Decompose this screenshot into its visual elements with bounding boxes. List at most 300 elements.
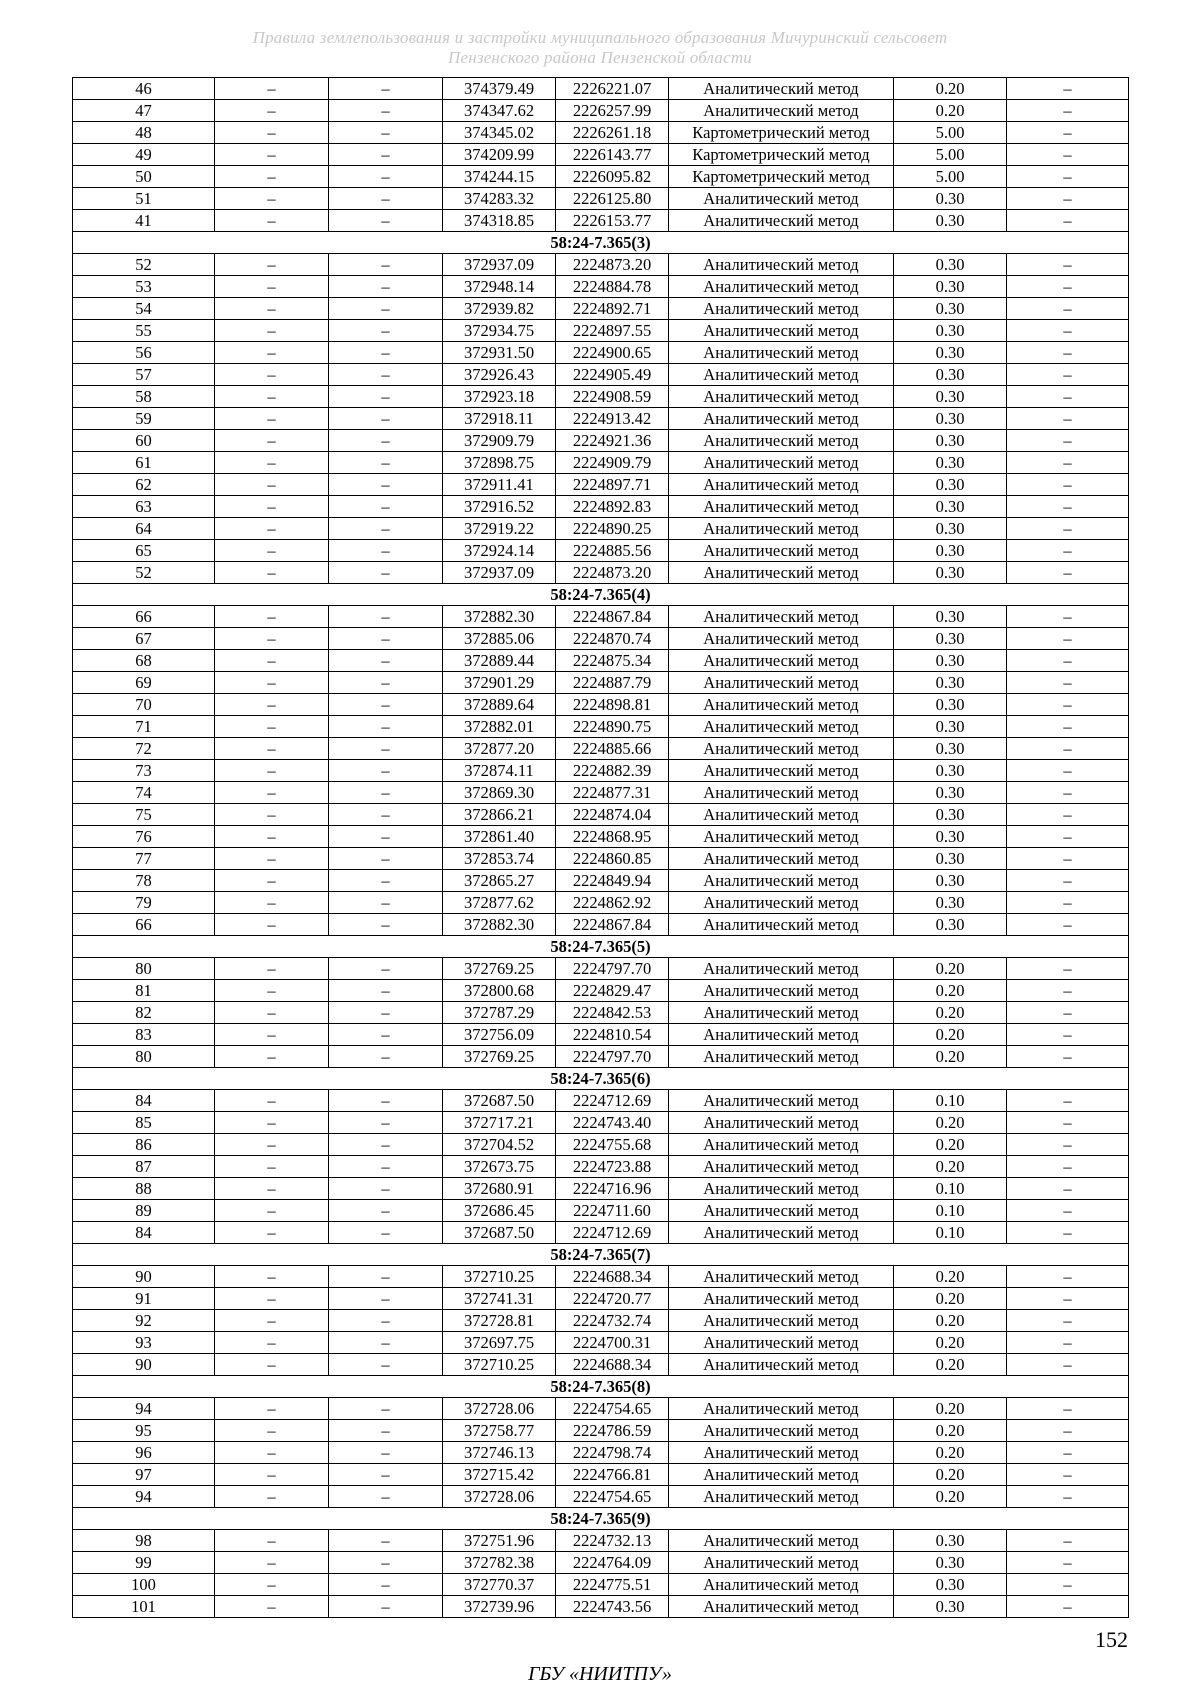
x-coordinate-cell: 372739.96 — [443, 1596, 556, 1618]
y-coordinate-cell: 2224887.79 — [556, 672, 669, 694]
empty-x-cell: – — [215, 320, 329, 342]
point-number-cell: 52 — [73, 254, 215, 276]
point-number-cell: 47 — [73, 100, 215, 122]
description-cell: – — [1007, 1024, 1129, 1046]
y-coordinate-cell: 2224798.74 — [556, 1442, 669, 1464]
y-coordinate-cell: 2224867.84 — [556, 914, 669, 936]
empty-y-cell: – — [329, 1332, 443, 1354]
empty-x-cell: – — [215, 914, 329, 936]
table-row — [73, 694, 1129, 716]
empty-x-cell: – — [215, 1134, 329, 1156]
table-row — [73, 1046, 1129, 1068]
description-cell: – — [1007, 320, 1129, 342]
accuracy-cell: 0.20 — [894, 1442, 1007, 1464]
empty-y-cell: – — [329, 1024, 443, 1046]
empty-y-cell: – — [329, 496, 443, 518]
description-cell: – — [1007, 122, 1129, 144]
table-row — [73, 474, 1129, 496]
y-coordinate-cell: 2224870.74 — [556, 628, 669, 650]
x-coordinate-cell: 372710.25 — [443, 1354, 556, 1376]
page-number: 152 — [1095, 1627, 1128, 1652]
method-cell: Аналитический метод — [669, 518, 894, 540]
accuracy-cell: 0.20 — [894, 1266, 1007, 1288]
empty-y-cell: – — [329, 672, 443, 694]
empty-x-cell: – — [215, 1266, 329, 1288]
empty-x-cell: – — [215, 518, 329, 540]
section-title: 58:24-7.365(6) — [73, 1068, 1129, 1090]
description-cell: – — [1007, 430, 1129, 452]
description-cell: – — [1007, 1200, 1129, 1222]
empty-x-cell: – — [215, 1046, 329, 1068]
method-cell: Аналитический метод — [669, 1398, 894, 1420]
empty-y-cell: – — [329, 1046, 443, 1068]
empty-y-cell: – — [329, 958, 443, 980]
method-cell: Аналитический метод — [669, 1200, 894, 1222]
x-coordinate-cell: 372948.14 — [443, 276, 556, 298]
method-cell: Аналитический метод — [669, 738, 894, 760]
description-cell: – — [1007, 1354, 1129, 1376]
point-number-cell: 100 — [73, 1574, 215, 1596]
empty-y-cell: – — [329, 760, 443, 782]
point-number-cell: 88 — [73, 1178, 215, 1200]
method-cell: Аналитический метод — [669, 1596, 894, 1618]
point-number-cell: 84 — [73, 1090, 215, 1112]
method-cell: Аналитический метод — [669, 1420, 894, 1442]
table-row — [73, 760, 1129, 782]
table-row — [73, 320, 1129, 342]
description-cell: – — [1007, 386, 1129, 408]
coordinates-table — [72, 77, 1129, 1618]
x-coordinate-cell: 372869.30 — [443, 782, 556, 804]
empty-y-cell: – — [329, 628, 443, 650]
description-cell: – — [1007, 166, 1129, 188]
point-number-cell: 70 — [73, 694, 215, 716]
empty-x-cell: – — [215, 650, 329, 672]
empty-y-cell: – — [329, 1574, 443, 1596]
empty-y-cell: – — [329, 474, 443, 496]
y-coordinate-cell: 2224900.65 — [556, 342, 669, 364]
empty-x-cell: – — [215, 892, 329, 914]
empty-y-cell: – — [329, 540, 443, 562]
empty-x-cell: – — [215, 78, 329, 100]
method-cell: Аналитический метод — [669, 474, 894, 496]
point-number-cell: 83 — [73, 1024, 215, 1046]
y-coordinate-cell: 2224873.20 — [556, 254, 669, 276]
y-coordinate-cell: 2224743.40 — [556, 1112, 669, 1134]
method-cell: Аналитический метод — [669, 100, 894, 122]
empty-y-cell: – — [329, 364, 443, 386]
y-coordinate-cell: 2224897.71 — [556, 474, 669, 496]
y-coordinate-cell: 2224764.09 — [556, 1552, 669, 1574]
table-row — [73, 672, 1129, 694]
section-row — [73, 232, 1129, 254]
method-cell: Аналитический метод — [669, 210, 894, 232]
accuracy-cell: 0.30 — [894, 848, 1007, 870]
description-cell: – — [1007, 958, 1129, 980]
table-row — [73, 188, 1129, 210]
point-number-cell: 68 — [73, 650, 215, 672]
method-cell: Аналитический метод — [669, 606, 894, 628]
method-cell: Аналитический метод — [669, 716, 894, 738]
table-row — [73, 1464, 1129, 1486]
section-title: 58:24-7.365(7) — [73, 1244, 1129, 1266]
y-coordinate-cell: 2224913.42 — [556, 408, 669, 430]
method-cell: Аналитический метод — [669, 914, 894, 936]
empty-y-cell: – — [329, 870, 443, 892]
table-row — [73, 122, 1129, 144]
point-number-cell: 67 — [73, 628, 215, 650]
accuracy-cell: 0.30 — [894, 650, 1007, 672]
x-coordinate-cell: 372687.50 — [443, 1222, 556, 1244]
point-number-cell: 64 — [73, 518, 215, 540]
method-cell: Аналитический метод — [669, 1024, 894, 1046]
point-number-cell: 90 — [73, 1354, 215, 1376]
section-title: 58:24-7.365(9) — [73, 1508, 1129, 1530]
x-coordinate-cell: 372800.68 — [443, 980, 556, 1002]
y-coordinate-cell: 2224875.34 — [556, 650, 669, 672]
empty-x-cell: – — [215, 562, 329, 584]
empty-x-cell: – — [215, 496, 329, 518]
point-number-cell: 76 — [73, 826, 215, 848]
description-cell: – — [1007, 892, 1129, 914]
empty-x-cell: – — [215, 1574, 329, 1596]
empty-y-cell: – — [329, 892, 443, 914]
empty-y-cell: – — [329, 254, 443, 276]
empty-y-cell: – — [329, 1266, 443, 1288]
x-coordinate-cell: 372889.44 — [443, 650, 556, 672]
empty-y-cell: – — [329, 298, 443, 320]
empty-y-cell: – — [329, 100, 443, 122]
method-cell: Аналитический метод — [669, 342, 894, 364]
y-coordinate-cell: 2224786.59 — [556, 1420, 669, 1442]
empty-x-cell: – — [215, 782, 329, 804]
x-coordinate-cell: 372924.14 — [443, 540, 556, 562]
y-coordinate-cell: 2224716.96 — [556, 1178, 669, 1200]
y-coordinate-cell: 2224909.79 — [556, 452, 669, 474]
table-row — [73, 386, 1129, 408]
x-coordinate-cell: 372704.52 — [443, 1134, 556, 1156]
table-row — [73, 804, 1129, 826]
empty-x-cell: – — [215, 100, 329, 122]
description-cell: – — [1007, 716, 1129, 738]
x-coordinate-cell: 372853.74 — [443, 848, 556, 870]
point-number-cell: 48 — [73, 122, 215, 144]
point-number-cell: 84 — [73, 1222, 215, 1244]
y-coordinate-cell: 2224890.25 — [556, 518, 669, 540]
x-coordinate-cell: 372728.06 — [443, 1486, 556, 1508]
empty-x-cell: – — [215, 1464, 329, 1486]
method-cell: Аналитический метод — [669, 408, 894, 430]
empty-y-cell: – — [329, 1002, 443, 1024]
accuracy-cell: 0.20 — [894, 1288, 1007, 1310]
description-cell: – — [1007, 1398, 1129, 1420]
point-number-cell: 82 — [73, 1002, 215, 1024]
x-coordinate-cell: 372937.09 — [443, 254, 556, 276]
empty-y-cell: – — [329, 320, 443, 342]
section-title: 58:24-7.365(8) — [73, 1376, 1129, 1398]
point-number-cell: 94 — [73, 1486, 215, 1508]
x-coordinate-cell: 372866.21 — [443, 804, 556, 826]
method-cell: Аналитический метод — [669, 320, 894, 342]
method-cell: Аналитический метод — [669, 1552, 894, 1574]
method-cell: Картометрический метод — [669, 144, 894, 166]
x-coordinate-cell: 374347.62 — [443, 100, 556, 122]
point-number-cell: 62 — [73, 474, 215, 496]
method-cell: Аналитический метод — [669, 870, 894, 892]
table-row — [73, 408, 1129, 430]
accuracy-cell: 0.20 — [894, 1002, 1007, 1024]
description-cell: – — [1007, 1464, 1129, 1486]
table-row — [73, 100, 1129, 122]
point-number-cell: 73 — [73, 760, 215, 782]
description-cell: – — [1007, 342, 1129, 364]
x-coordinate-cell: 372865.27 — [443, 870, 556, 892]
table-row — [73, 1266, 1129, 1288]
empty-y-cell: – — [329, 78, 443, 100]
y-coordinate-cell: 2224921.36 — [556, 430, 669, 452]
method-cell: Картометрический метод — [669, 166, 894, 188]
empty-y-cell: – — [329, 518, 443, 540]
y-coordinate-cell: 2224743.56 — [556, 1596, 669, 1618]
x-coordinate-cell: 374318.85 — [443, 210, 556, 232]
x-coordinate-cell: 372882.01 — [443, 716, 556, 738]
y-coordinate-cell: 2224775.51 — [556, 1574, 669, 1596]
method-cell: Аналитический метод — [669, 1442, 894, 1464]
method-cell: Аналитический метод — [669, 1222, 894, 1244]
empty-y-cell: – — [329, 1178, 443, 1200]
y-coordinate-cell: 2224877.31 — [556, 782, 669, 804]
description-cell: – — [1007, 650, 1129, 672]
empty-y-cell: – — [329, 562, 443, 584]
y-coordinate-cell: 2226143.77 — [556, 144, 669, 166]
description-cell: – — [1007, 870, 1129, 892]
y-coordinate-cell: 2224754.65 — [556, 1486, 669, 1508]
empty-x-cell: – — [215, 1420, 329, 1442]
description-cell: – — [1007, 496, 1129, 518]
point-number-cell: 60 — [73, 430, 215, 452]
accuracy-cell: 0.20 — [894, 1112, 1007, 1134]
y-coordinate-cell: 2224732.13 — [556, 1530, 669, 1552]
method-cell: Аналитический метод — [669, 1310, 894, 1332]
empty-x-cell: – — [215, 694, 329, 716]
table-row — [73, 540, 1129, 562]
empty-y-cell: – — [329, 122, 443, 144]
section-title: 58:24-7.365(3) — [73, 232, 1129, 254]
empty-x-cell: – — [215, 1178, 329, 1200]
accuracy-cell: 0.10 — [894, 1200, 1007, 1222]
accuracy-cell: 0.20 — [894, 980, 1007, 1002]
point-number-cell: 75 — [73, 804, 215, 826]
x-coordinate-cell: 372746.13 — [443, 1442, 556, 1464]
y-coordinate-cell: 2224892.83 — [556, 496, 669, 518]
y-coordinate-cell: 2224700.31 — [556, 1332, 669, 1354]
method-cell: Аналитический метод — [669, 1464, 894, 1486]
method-cell: Аналитический метод — [669, 1354, 894, 1376]
description-cell: – — [1007, 474, 1129, 496]
x-coordinate-cell: 372751.96 — [443, 1530, 556, 1552]
table-row — [73, 1200, 1129, 1222]
description-cell: – — [1007, 848, 1129, 870]
description-cell: – — [1007, 1530, 1129, 1552]
table-row — [73, 1002, 1129, 1024]
method-cell: Аналитический метод — [669, 848, 894, 870]
description-cell: – — [1007, 1288, 1129, 1310]
empty-y-cell: – — [329, 1486, 443, 1508]
empty-x-cell: – — [215, 1200, 329, 1222]
empty-y-cell: – — [329, 452, 443, 474]
y-coordinate-cell: 2226153.77 — [556, 210, 669, 232]
description-cell: – — [1007, 606, 1129, 628]
x-coordinate-cell: 372769.25 — [443, 958, 556, 980]
accuracy-cell: 0.20 — [894, 1046, 1007, 1068]
table-row — [73, 914, 1129, 936]
point-number-cell: 49 — [73, 144, 215, 166]
empty-x-cell: – — [215, 210, 329, 232]
empty-x-cell: – — [215, 1002, 329, 1024]
table-row — [73, 1090, 1129, 1112]
point-number-cell: 41 — [73, 210, 215, 232]
point-number-cell: 101 — [73, 1596, 215, 1618]
description-cell: – — [1007, 144, 1129, 166]
empty-y-cell: – — [329, 386, 443, 408]
description-cell: – — [1007, 1002, 1129, 1024]
description-cell: – — [1007, 738, 1129, 760]
method-cell: Аналитический метод — [669, 804, 894, 826]
x-coordinate-cell: 372687.50 — [443, 1090, 556, 1112]
empty-x-cell: – — [215, 606, 329, 628]
y-coordinate-cell: 2224797.70 — [556, 1046, 669, 1068]
section-title: 58:24-7.365(4) — [73, 584, 1129, 606]
method-cell: Аналитический метод — [669, 1002, 894, 1024]
x-coordinate-cell: 372934.75 — [443, 320, 556, 342]
empty-x-cell: – — [215, 804, 329, 826]
table-row — [73, 716, 1129, 738]
point-number-cell: 66 — [73, 606, 215, 628]
x-coordinate-cell: 372919.22 — [443, 518, 556, 540]
table-row — [73, 1530, 1129, 1552]
empty-x-cell: – — [215, 430, 329, 452]
empty-y-cell: – — [329, 276, 443, 298]
empty-y-cell: – — [329, 826, 443, 848]
table-row — [73, 1442, 1129, 1464]
method-cell: Аналитический метод — [669, 628, 894, 650]
method-cell: Аналитический метод — [669, 980, 894, 1002]
table-row — [73, 1024, 1129, 1046]
x-coordinate-cell: 374379.49 — [443, 78, 556, 100]
section-row — [73, 1244, 1129, 1266]
accuracy-cell: 0.10 — [894, 1222, 1007, 1244]
method-cell: Аналитический метод — [669, 1288, 894, 1310]
y-coordinate-cell: 2224885.56 — [556, 540, 669, 562]
point-number-cell: 57 — [73, 364, 215, 386]
empty-x-cell: – — [215, 408, 329, 430]
x-coordinate-cell: 372939.82 — [443, 298, 556, 320]
accuracy-cell: 0.30 — [894, 606, 1007, 628]
accuracy-cell: 0.30 — [894, 320, 1007, 342]
description-cell: – — [1007, 1156, 1129, 1178]
description-cell: – — [1007, 276, 1129, 298]
empty-x-cell: – — [215, 166, 329, 188]
y-coordinate-cell: 2226221.07 — [556, 78, 669, 100]
accuracy-cell: 0.30 — [894, 364, 1007, 386]
method-cell: Аналитический метод — [669, 364, 894, 386]
accuracy-cell: 0.30 — [894, 716, 1007, 738]
accuracy-cell: 0.30 — [894, 188, 1007, 210]
empty-y-cell: – — [329, 1596, 443, 1618]
empty-x-cell: – — [215, 1310, 329, 1332]
empty-y-cell: – — [329, 694, 443, 716]
table-row — [73, 254, 1129, 276]
table-row — [73, 452, 1129, 474]
y-coordinate-cell: 2224712.69 — [556, 1090, 669, 1112]
y-coordinate-cell: 2224711.60 — [556, 1200, 669, 1222]
x-coordinate-cell: 372770.37 — [443, 1574, 556, 1596]
x-coordinate-cell: 372877.62 — [443, 892, 556, 914]
accuracy-cell: 0.30 — [894, 628, 1007, 650]
section-row — [73, 1508, 1129, 1530]
empty-y-cell: – — [329, 650, 443, 672]
x-coordinate-cell: 372898.75 — [443, 452, 556, 474]
x-coordinate-cell: 372715.42 — [443, 1464, 556, 1486]
point-number-cell: 97 — [73, 1464, 215, 1486]
empty-x-cell: – — [215, 672, 329, 694]
empty-y-cell: – — [329, 606, 443, 628]
accuracy-cell: 0.30 — [894, 496, 1007, 518]
empty-y-cell: – — [329, 1222, 443, 1244]
accuracy-cell: 0.30 — [894, 804, 1007, 826]
description-cell: – — [1007, 1310, 1129, 1332]
description-cell: – — [1007, 1266, 1129, 1288]
x-coordinate-cell: 372728.81 — [443, 1310, 556, 1332]
table-row — [73, 606, 1129, 628]
x-coordinate-cell: 372769.25 — [443, 1046, 556, 1068]
accuracy-cell: 0.30 — [894, 298, 1007, 320]
point-number-cell: 53 — [73, 276, 215, 298]
table-row — [73, 78, 1129, 100]
y-coordinate-cell: 2224897.55 — [556, 320, 669, 342]
x-coordinate-cell: 374345.02 — [443, 122, 556, 144]
point-number-cell: 65 — [73, 540, 215, 562]
point-number-cell: 92 — [73, 1310, 215, 1332]
empty-x-cell: – — [215, 716, 329, 738]
point-number-cell: 80 — [73, 1046, 215, 1068]
section-row — [73, 936, 1129, 958]
point-number-cell: 66 — [73, 914, 215, 936]
x-coordinate-cell: 372937.09 — [443, 562, 556, 584]
description-cell: – — [1007, 628, 1129, 650]
method-cell: Аналитический метод — [669, 430, 894, 452]
empty-x-cell: – — [215, 1596, 329, 1618]
description-cell: – — [1007, 1420, 1129, 1442]
description-cell: – — [1007, 1112, 1129, 1134]
x-coordinate-cell: 372717.21 — [443, 1112, 556, 1134]
y-coordinate-cell: 2224882.39 — [556, 760, 669, 782]
point-number-cell: 89 — [73, 1200, 215, 1222]
x-coordinate-cell: 372877.20 — [443, 738, 556, 760]
description-cell: – — [1007, 254, 1129, 276]
empty-x-cell: – — [215, 958, 329, 980]
x-coordinate-cell: 374209.99 — [443, 144, 556, 166]
x-coordinate-cell: 372874.11 — [443, 760, 556, 782]
point-number-cell: 58 — [73, 386, 215, 408]
point-number-cell: 93 — [73, 1332, 215, 1354]
accuracy-cell: 0.30 — [894, 1530, 1007, 1552]
empty-x-cell: – — [215, 1486, 329, 1508]
point-number-cell: 80 — [73, 958, 215, 980]
empty-y-cell: – — [329, 1530, 443, 1552]
x-coordinate-cell: 372882.30 — [443, 606, 556, 628]
method-cell: Аналитический метод — [669, 452, 894, 474]
